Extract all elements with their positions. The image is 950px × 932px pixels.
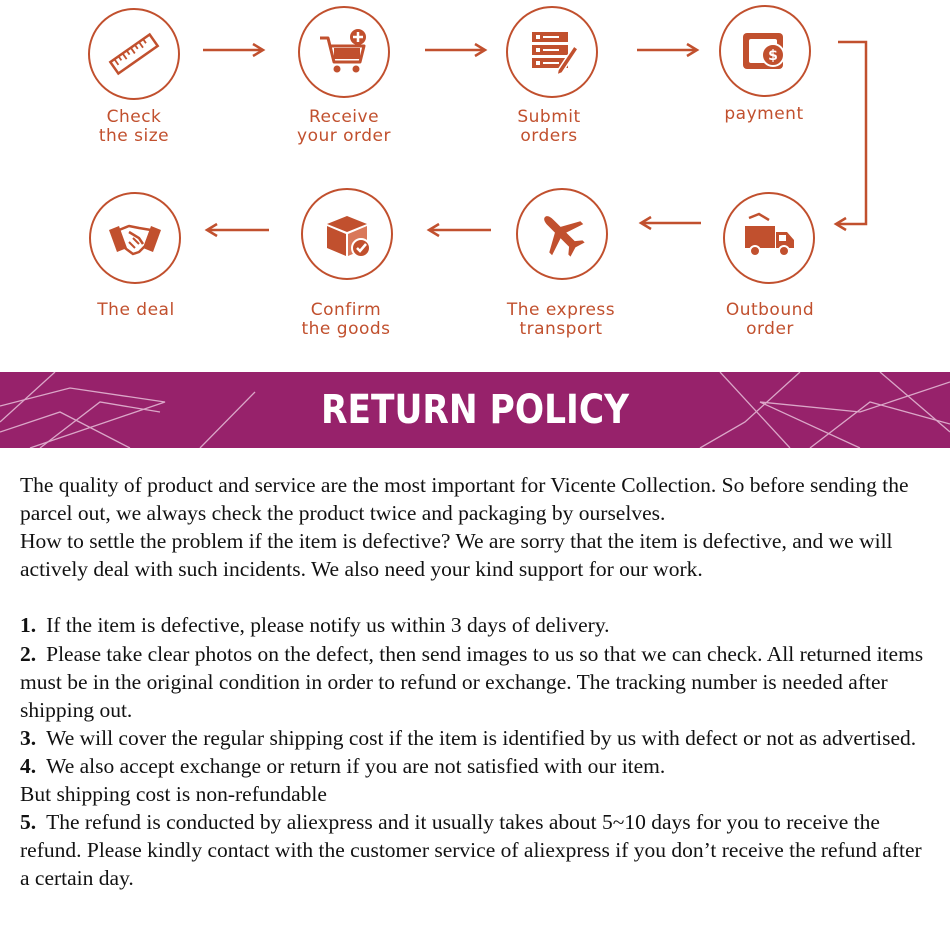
item-number: 3. — [20, 725, 37, 750]
step-label: The express transport — [506, 300, 616, 339]
item-number: 4. — [20, 753, 37, 778]
arrow-right-icon — [425, 42, 489, 58]
policy-intro: The quality of product and service are the most important for Vicente Collection. So before sending the parcel out, we always check the product twice and packaging by ourselves. — [20, 473, 909, 526]
step-label: Outbound order — [725, 300, 815, 339]
policy-item-5 — [20, 808, 935, 892]
arrow-left-icon — [425, 222, 491, 238]
policy-note: But shipping cost is non-refundable — [20, 782, 327, 807]
item-number: 2. — [20, 641, 37, 666]
item-number: 5. — [20, 810, 37, 835]
arrow-left-icon — [203, 222, 269, 238]
ruler-icon — [88, 8, 180, 100]
form-icon — [506, 6, 598, 98]
step-label: payment — [724, 104, 804, 124]
step-label: The deal — [97, 300, 175, 320]
item-text: Please take clear photos on the defect, then send images to us so that we can check. All returned items must be in the original condition in order to refund or exchange. The tracking number is needed after shipping out. — [20, 641, 924, 722]
paragraph-gap — [20, 583, 935, 611]
box-check-icon — [301, 188, 393, 280]
item-text: If the item is defective, please notify us within 3 days of delivery. — [46, 613, 610, 638]
policy-item-3 — [20, 724, 935, 752]
policy-question: How to settle the problem if the item is defective? We are sorry that the item is defective, and we will actively deal with such incidents. We also need your kind support for our work. — [20, 529, 893, 582]
return-policy-banner — [0, 372, 950, 448]
step-label: Submit orders — [517, 107, 581, 146]
step-label: Check the size — [98, 107, 170, 146]
policy-item-2 — [20, 640, 935, 724]
wallet-dollar-icon — [719, 5, 811, 97]
policy-item-4 — [20, 752, 935, 780]
airplane-icon — [516, 188, 608, 280]
arrow-right-icon — [203, 42, 267, 58]
truck-icon — [723, 192, 815, 284]
banner-title: RETURN POLICY — [321, 387, 629, 433]
return-policy-text — [20, 471, 935, 892]
policy-item-1 — [20, 611, 935, 639]
item-text: We will cover the regular shipping cost if the item is identified by us with defect or not as advertised. — [46, 725, 917, 750]
cart-icon — [298, 6, 390, 98]
svg-text:$: $ — [768, 48, 778, 64]
arrow-right-icon — [637, 42, 701, 58]
handshake-icon — [89, 192, 181, 284]
item-text: We also accept exchange or return if you are not satisfied with our item. — [46, 753, 666, 778]
step-label: Confirm the goods — [301, 300, 391, 339]
arrow-down-connector-icon — [832, 38, 872, 238]
step-label: Receive your order — [297, 107, 391, 146]
order-process-flow — [0, 0, 950, 372]
item-number: 1. — [20, 613, 37, 638]
item-text: The refund is conducted by aliexpress and it usually takes about 5~10 days for you to receive the refund. Please kindly contact with the customer service of aliexpress if you don’t receive the refund after a certain day. — [20, 810, 922, 891]
arrow-left-icon — [637, 215, 701, 231]
